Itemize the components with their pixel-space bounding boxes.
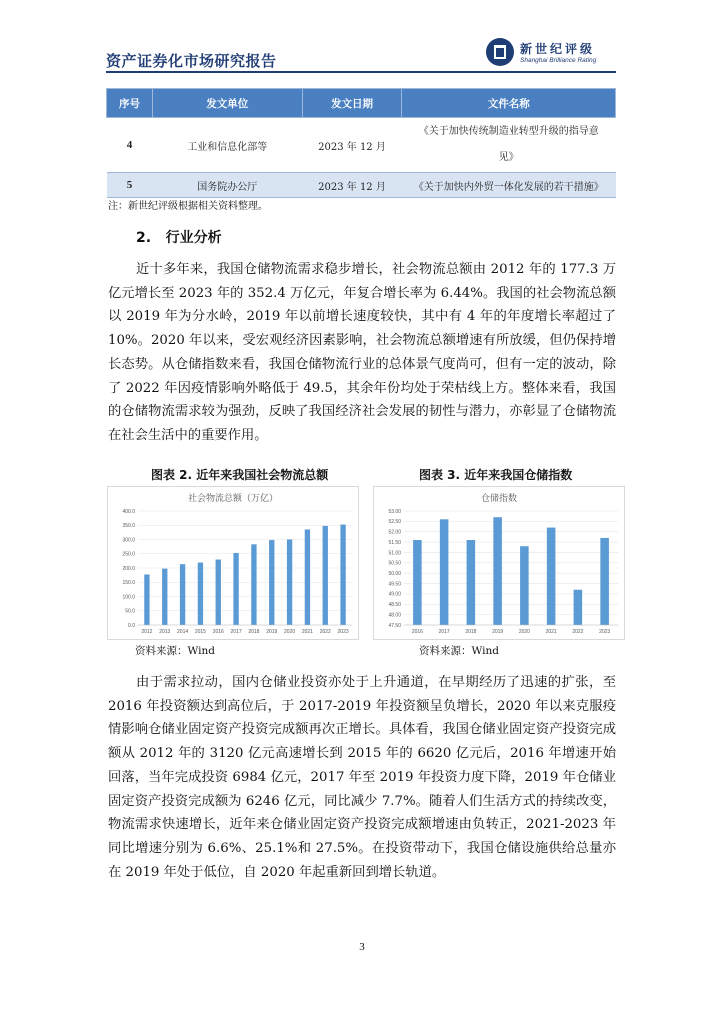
bar-2023 (600, 538, 609, 625)
y-tick-label: 200.0 (122, 565, 135, 572)
x-tick-label: 2019 (266, 629, 278, 635)
bar-2019 (493, 517, 502, 625)
y-tick-label: 50.00 (388, 570, 401, 577)
logo-english-name: Shanghai Brilliance Rating (520, 57, 597, 64)
x-tick-label: 2012 (141, 629, 153, 635)
y-tick-label: 100.0 (122, 594, 135, 601)
bar-2020 (520, 546, 529, 625)
col-header-doc-name: 文件名称 (402, 89, 616, 118)
y-tick-label: 47.50 (388, 622, 401, 629)
y-tick-label: 52.50 (388, 519, 401, 526)
col-header-date: 发文日期 (302, 89, 402, 118)
bar-2012 (144, 574, 149, 625)
figure-3-chart (373, 486, 625, 640)
bar-2016 (413, 540, 422, 625)
section-heading: 2. 行业分析 (136, 230, 222, 246)
bar-2021 (305, 529, 310, 625)
chart-title: 仓储指数 (480, 494, 518, 504)
table-row (107, 173, 616, 198)
bar-2018 (467, 540, 476, 625)
logistics-total-bar-chart (108, 487, 358, 639)
cell-unit: 国务院办公厅 (152, 173, 302, 198)
cell-date: 2023 年 12 月 (302, 173, 402, 198)
x-tick-label: 2022 (572, 629, 584, 635)
table-row (107, 118, 616, 173)
bar-2016 (216, 560, 221, 625)
col-header-index: 序号 (107, 89, 153, 118)
x-tick-label: 2015 (194, 629, 206, 635)
x-tick-label: 2021 (301, 629, 313, 635)
bar-2017 (440, 519, 449, 625)
x-tick-label: 2014 (177, 629, 189, 635)
y-tick-label: 300.0 (122, 537, 135, 544)
cell-date: 2023 年 12 月 (302, 118, 402, 173)
bar-2022 (574, 590, 583, 625)
x-tick-label: 2018 (248, 629, 260, 635)
x-tick-label: 2020 (518, 629, 530, 635)
bar-2023 (340, 525, 345, 625)
y-tick-label: 49.50 (388, 581, 401, 588)
y-tick-label: 400.0 (122, 508, 135, 515)
chart-title: 社会物流总额（万亿） (187, 494, 279, 504)
figure-2-source: 资料来源：Wind (135, 645, 215, 657)
y-tick-label: 51.00 (388, 550, 401, 557)
x-tick-label: 2017 (230, 629, 242, 635)
x-tick-label: 2021 (545, 629, 557, 635)
cell-index: 5 (107, 173, 153, 198)
figure-3-caption: 图表 3. 近年来我国仓储指数 (419, 468, 573, 482)
x-tick-label: 2020 (284, 629, 296, 635)
figure-2-chart (107, 486, 359, 640)
y-tick-label: 48.50 (388, 602, 401, 609)
col-header-unit: 发文单位 (152, 89, 302, 118)
bar-2014 (180, 564, 185, 625)
warehouse-index-bar-chart (374, 487, 624, 639)
x-tick-label: 2016 (212, 629, 224, 635)
figure-3-source: 资料来源：Wind (419, 645, 499, 657)
doc-name-line1: 《关于加快传统制造业转型升级的指导意 (418, 126, 599, 137)
y-tick-label: 48.00 (388, 612, 401, 619)
bar-2022 (323, 526, 328, 625)
y-tick-label: 0.0 (128, 622, 135, 629)
x-tick-label: 2023 (337, 629, 349, 635)
bar-2020 (287, 539, 292, 625)
x-tick-label: 2013 (159, 629, 171, 635)
page-header (106, 34, 616, 70)
cell-index: 4 (107, 118, 153, 173)
table-header-row (107, 89, 616, 118)
y-tick-label: 52.00 (388, 529, 401, 536)
logo-chinese-name: 新世纪评级 (520, 42, 596, 56)
cell-doc-name: 《关于加快内外贸一体化发展的若干措施》 (402, 173, 616, 198)
figure-2-caption: 图表 2. 近年来我国社会物流总额 (151, 468, 329, 482)
x-tick-label: 2022 (319, 629, 331, 635)
body-paragraph-2: 由于需求拉动，国内仓储业投资亦处于上升通道，在早期经历了迅速的扩张，至 2016 年投资额达到高位后，于 2017-2019 年投资额呈负增长，2020 年以来克服疫情影响仓储业固定资产投资完成额再次正增长。具体看，我国仓储业固定资产投资完成额从 2012 年的 3120 亿元高速增长到 2015 年的 6620 亿元后，2016 年增速开始回落，当年完成投资 6984 亿元，2017 年至 2019 年投资力度下降，2019 年仓储业固定资产投资完成额为 6246 亿元，同比减少 7.7%。随着人们生活方式的持续改变，物流需求快速增长，近年来仓储业固定资产投资完成额增速由负转正，2021-2023 年同比增速分别为 6.6%、25.1%和 27.5%。在投资带动下，我国仓储设施供给总量亦在 2019 年处于低位，自 2020 年起重新回到增长轨道。 (108, 675, 616, 880)
bar-2015 (198, 563, 203, 625)
y-tick-label: 51.50 (388, 539, 401, 546)
y-tick-label: 53.00 (388, 508, 401, 515)
doc-name-line2: 见》 (498, 152, 519, 163)
bar-2017 (233, 553, 238, 625)
bar-2021 (547, 528, 556, 625)
report-title: 资产证券化市场研究报告 (106, 52, 277, 70)
y-tick-label: 250.0 (122, 551, 135, 558)
cell-doc-name (402, 118, 616, 173)
x-tick-label: 2023 (599, 629, 611, 635)
table-note: 注：新世纪评级根据相关资料整理。 (108, 201, 268, 212)
header-divider (106, 71, 616, 73)
brand-logo (486, 38, 616, 70)
bar-2018 (251, 544, 256, 625)
x-tick-label: 2017 (438, 629, 450, 635)
x-tick-label: 2018 (465, 629, 477, 635)
y-tick-label: 50.50 (388, 560, 401, 567)
y-tick-label: 50.0 (125, 608, 135, 615)
body-paragraph-1: 近十多年来，我国仓储物流需求稳步增长，社会物流总额由 2012 年的 177.3 万亿元增长至 2023 年的 352.4 万亿元，年复合增长率为 6.44%。我国的社会物流总额以 2019 年为分水岭，2019 年以前增长速度较快，其中有 4 年的年度增长率超过了 10%。2020 年以来，受宏观经济因素影响，社会物流总额增速有所放缓，但仍保持增长态势。从仓储指数来看，我国仓储物流行业的总体景气度尚可，但有一定的波动，除了 2022 年因疫情影响外略低于 49.5，其余年份均处于荣枯线上方。整体来看，我国的仓储物流需求较为强劲，反映了我国经济社会发展的韧性与潜力，亦彰显了仓储物流在社会生活中的重要作用。 (108, 262, 616, 443)
y-tick-label: 350.0 (122, 523, 135, 530)
bar-2013 (162, 569, 167, 625)
x-tick-label: 2016 (411, 629, 423, 635)
logo-emblem-icon (486, 38, 514, 66)
bar-2019 (269, 540, 274, 625)
cell-unit: 工业和信息化部等 (152, 118, 302, 173)
x-tick-label: 2019 (492, 629, 504, 635)
policy-table (106, 88, 616, 198)
y-tick-label: 150.0 (122, 580, 135, 587)
y-tick-label: 49.00 (388, 591, 401, 598)
page-number: 3 (359, 941, 365, 953)
